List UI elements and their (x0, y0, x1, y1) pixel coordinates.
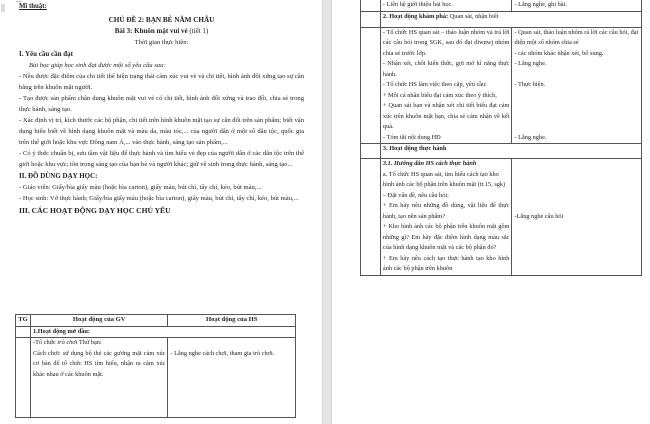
table-row (361, 27, 642, 144)
document-page-right (332, 0, 650, 424)
section-label: 3. Hoạt động thực hành (380, 144, 641, 159)
game-rules: Cách chơi: sử dụng bộ thẻ các gương mặt cảm xúc cơ bản để tổ chức HS tìm hiểu, nhận ra cảm xúc khác nhau ở các khuôn mặt. (32, 349, 166, 378)
time-label: Thời gian thực hiện: (134, 39, 189, 46)
table-row (361, 159, 642, 276)
hs-cell: - Lắng nghe, ghi bài. (512, 0, 642, 11)
table-row (361, 0, 642, 11)
table-section-row (16, 326, 296, 338)
lesson-period: (tiết 1) (189, 27, 209, 35)
table-header-row (16, 315, 296, 327)
header-hs: Hoạt động của HS (168, 315, 296, 327)
requirement-item: - Có ý thức chuẩn bị, sưu tầm vật liệu để thực hành và tìm hiểu vẻ đẹp của người dân ở các dân tộc trên thế giới hoặc khu vực; tôn trọng sáng tạo của bạn bè và người khác; giữ vệ sinh trong thực hành, sáng tạo... (19, 150, 304, 168)
activities-table (15, 314, 296, 418)
gv-cell: 3.1. Hướng dẫn HS cách thực hành a. Tổ chức HS quan sát, tìm hiểu cách tạo kho hình ảnh các bộ phận trên khuôn mặt (tr.15, sgk) – Đặt vấn đề, nêu câu hỏi: + Em hãy nêu những đồ dùng, vật liệu để thực hành, tạo nên sản phẩm? + Kho hình ảnh các bộ phận trên khuôn mặt gồm những gì? Em hãy đặc điểm hình dạng màu sắc của hình dạng khuôn mặt và các bộ phận đó? + Em hãy nêu cách tạo thực hành tạo kho hình ảnh các bộ phận trên khuôn (380, 159, 512, 276)
hs-cell: - Lắng nghe cách chơi, tham gia trò chơi. (168, 338, 296, 418)
gv-cell: - Tổ chức HS quan sát – thảo luận nhóm và trả lời các câu hỏi trong SGK, sau đó đại diwnwj nhóm chia sẻ trước lớp. - Nhận xét, chốt kiến thức, gợi mở kĩ năng thực hành. - Tổ chức HS làm việc theo cặp, yêu cầu: + Mỗi cá nhân biểu đạt cảm xúc theo ý thích, + Quan sát bạn và nhận xét chi tiết biểu đạt cảm xúc trên khuôn mặt bạn, chia sẻ cảm nhận về kết quả. - Tóm tắt nội dung HĐ (380, 27, 512, 144)
subject-label: Mĩ thuật: (19, 3, 47, 10)
lesson-plan-text (19, 0, 304, 216)
activities-table-continued (360, 0, 642, 276)
table-section-row (361, 11, 642, 27)
section-1-heading: I. Yêu cầu cần đạt (19, 50, 73, 58)
section-label: 1.Hoạt động mở đầu: (30, 326, 295, 338)
section-label: 2. Hoạt động khám phá: Quan sát, nhận biết (380, 11, 641, 27)
header-tg: TG (16, 315, 31, 327)
lesson-title (19, 26, 304, 37)
topic-title: CHỦ ĐỀ 2: BẠN BÈ NĂM CHÂU (108, 16, 215, 24)
table-section-row (361, 144, 642, 159)
page-gutter (322, 0, 332, 424)
hs-cell: - Quan sát, thảo luận nhóm rả lời các câu hỏi, đại diện một số nhóm chia sẻ - các nhóm khác nhận xét, bổ sung. - Lắng nghe. - Thực hiện. - Lắng nghe. (512, 27, 642, 144)
section-3-heading: III. CÁC HOẠT ĐỘNG DẠY HỌC CHỦ YẾU (19, 206, 171, 215)
table-row (16, 338, 296, 418)
hs-cell: -Lắng nghe câu hỏi (512, 159, 642, 276)
drag-handle-icon[interactable] (1, 4, 5, 12)
game-line: -Tổ chức trò chơi Thử bạn: (32, 339, 102, 346)
requirement-item: - Tạo được sản phẩm chân dung khuôn mặt vui vẻ có chi tiết, hình ảnh đối xứng và trao đổi, chia sẻ trong thực hành, sáng tạo. (19, 95, 304, 113)
requirement-item: - Nêu được đặc điểm của chi tiết thể hiện trạng thái cảm xúc vui vẻ và chi tiết, hình ảnh đối xứng tạo sự cân bằng trên khuôn mặt người. (19, 73, 304, 91)
section-1-intro: Bài học giúp học sinh đạt được một số yêu cầu sau: (29, 62, 166, 69)
gv-cell: - Liên hệ giới thiệu bài học. (380, 0, 512, 11)
materials-student: - Học sinh: Vở thực hành; Giấy/bìa giấy màu (hoặc bìa carton), giấy màu, bút chì, tẩy chì, kéo, bút màu,... (19, 195, 299, 202)
header-gv: Hoạt động của GV (30, 315, 167, 327)
requirement-item: - Xác định vị trí, kích thước các bộ phận, chi tiết trên hình khuôn mặt tạo sự cân đối trên sản phẩm; biết vận dụng hiểu biết về hình dạng khuôn mặt và màu da, màu tóc,... của người dân ở một số dân tộc, quốc gia trên thế giới hoặc khu vực Đông nam Á,... vào thực hành, sáng tạo sản phẩm,... (19, 117, 304, 146)
document-page-left (0, 0, 322, 424)
section-2-heading: II. ĐỒ DÙNG DẠY HỌC: (19, 172, 98, 180)
gv-cell (30, 338, 167, 418)
materials-teacher: - Giáo viên: Giấy/bìa giấy màu (hoặc bìa carton), giấy màu, bút chì, tẩy chì, kéo, bút màu,... (19, 184, 262, 191)
lesson-name: Bài 3: Khuôn mặt vui vẻ (114, 27, 188, 35)
